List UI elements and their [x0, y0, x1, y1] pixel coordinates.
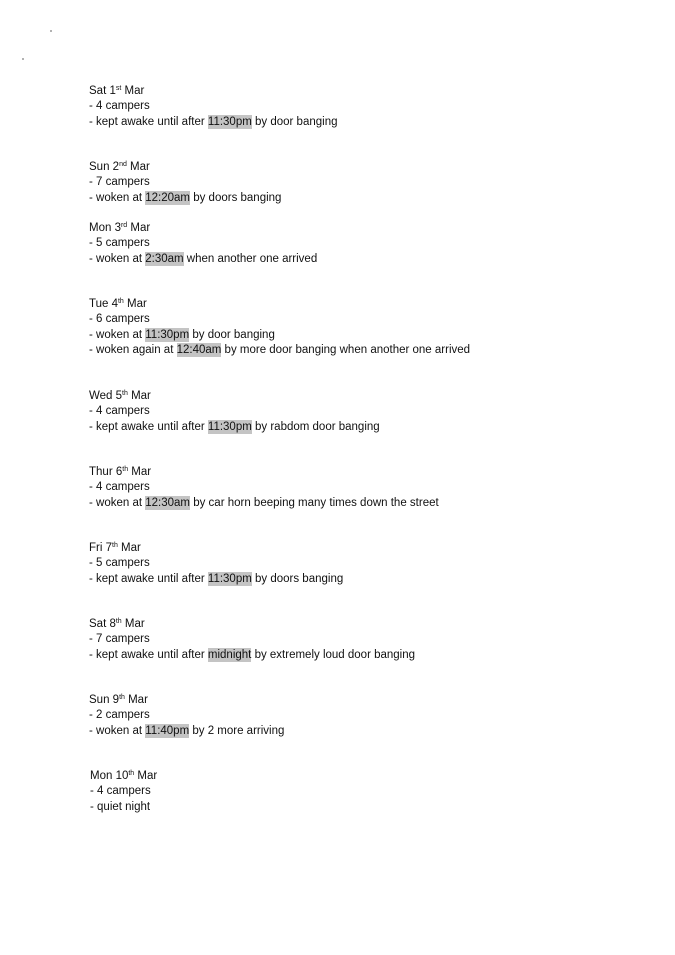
- disturbance-note: - woken again at 12:40am by more door banging when another one arrived: [89, 343, 471, 356]
- entry-date: Thur 6th Mar: [89, 466, 152, 478]
- log-entry: [89, 221, 317, 267]
- highlighted-time: 11:30pm: [207, 115, 252, 128]
- disturbance-note: - woken at 2:30am when another one arrived: [89, 252, 318, 265]
- highlighted-time: midnight: [207, 648, 252, 661]
- entry-date: Wed 5th Mar: [89, 390, 151, 402]
- scan-speck: [50, 30, 52, 32]
- entry-date: Sun 2nd Mar: [89, 161, 150, 173]
- camper-count: - 4 campers: [90, 785, 151, 798]
- camper-count: - 2 campers: [89, 709, 150, 722]
- highlighted-time: 12:20am: [145, 191, 191, 204]
- highlighted-time: 12:30am: [145, 496, 191, 509]
- log-entry: [89, 693, 284, 739]
- log-entry: [89, 84, 338, 130]
- disturbance-note: - kept awake until after 11:30pm by door banging: [89, 115, 338, 128]
- disturbance-note: - quiet night: [90, 800, 151, 813]
- disturbance-note: - kept awake until after 11:30pm by doors banging: [89, 572, 344, 585]
- camper-count: - 5 campers: [89, 557, 150, 570]
- disturbance-note: - woken at 11:30pm by door banging: [89, 328, 275, 341]
- log-entry: [89, 617, 415, 663]
- entry-date: Sun 9th Mar: [89, 694, 148, 706]
- camper-count: - 7 campers: [89, 633, 150, 646]
- disturbance-note: - woken at 12:20am by doors banging: [89, 191, 282, 204]
- log-entry: [89, 389, 380, 435]
- disturbance-note: - woken at 12:30am by car horn beeping many times down the street: [89, 496, 439, 509]
- entry-date: Mon 10th Mar: [90, 770, 158, 782]
- disturbance-note: - kept awake until after 11:30pm by rabdom door banging: [89, 420, 380, 433]
- log-entry: [89, 160, 281, 206]
- disturbance-note: - kept awake until after midnight by extremely loud door banging: [89, 648, 416, 661]
- highlighted-time: 11:30pm: [145, 328, 190, 341]
- highlighted-time: 2:30am: [145, 252, 184, 265]
- entry-date: Sat 1st Mar: [89, 85, 145, 97]
- highlighted-time: 11:40pm: [145, 724, 190, 737]
- camper-count: - 4 campers: [89, 100, 150, 113]
- log-entry: [89, 541, 343, 587]
- highlighted-time: 11:30pm: [207, 572, 252, 585]
- camper-count: - 4 campers: [89, 481, 150, 494]
- log-entry: [89, 465, 439, 511]
- log-entry: [89, 297, 470, 358]
- camper-count: - 4 campers: [89, 405, 150, 418]
- highlighted-time: 12:40am: [176, 343, 222, 356]
- entry-date: Mon 3rd Mar: [89, 222, 151, 234]
- entry-date: Tue 4th Mar: [89, 298, 147, 310]
- camper-count: - 5 campers: [89, 237, 150, 250]
- entry-date: Fri 7th Mar: [89, 542, 141, 554]
- disturbance-note: - woken at 11:40pm by 2 more arriving: [89, 724, 285, 737]
- highlighted-time: 11:30pm: [207, 420, 252, 433]
- entry-date: Sat 8th Mar: [89, 618, 145, 630]
- camper-count: - 6 campers: [89, 313, 150, 326]
- camper-count: - 7 campers: [89, 176, 150, 189]
- log-entry: [90, 769, 157, 815]
- scan-speck: [22, 58, 24, 60]
